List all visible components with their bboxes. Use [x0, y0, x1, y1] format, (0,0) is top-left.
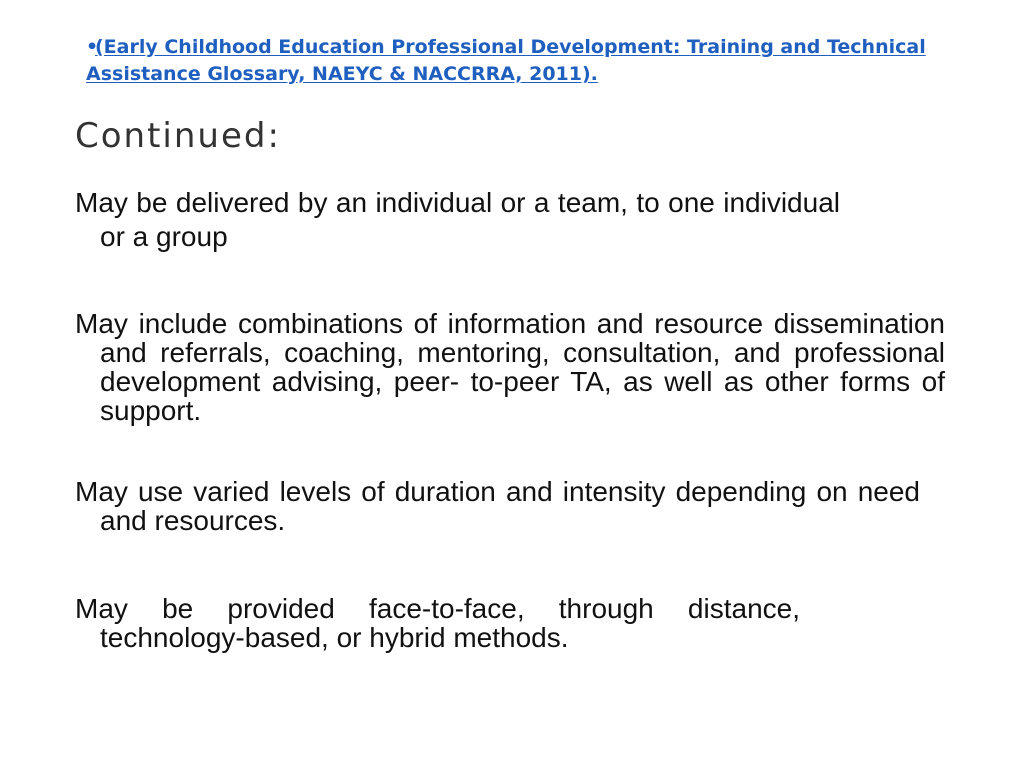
list-item-delivery: May be delivered by an individual or a team, to one individual or a group — [75, 187, 840, 252]
citation-text[interactable]: (Early Childhood Education Professional Development: Training and Technical Assistance Glossary, NAEYC & NACCRRA, 2011). — [86, 36, 926, 85]
page-heading: Continued: — [75, 116, 281, 156]
list-item-combinations: May include combinations of information and resource dissemination and referrals, coaching, mentoring, consultation, and professional development advising, peer- to-peer TA, as well as other forms of support. — [75, 308, 945, 426]
bullet-icon: • — [86, 36, 99, 58]
list-item-methods: May be provided face-to-face, through distance, technology-based, or hybrid methods. — [75, 593, 800, 653]
citation-link[interactable] — [86, 34, 946, 88]
list-item-duration: May use varied levels of duration and intensity depending on need and resources. — [75, 476, 920, 536]
